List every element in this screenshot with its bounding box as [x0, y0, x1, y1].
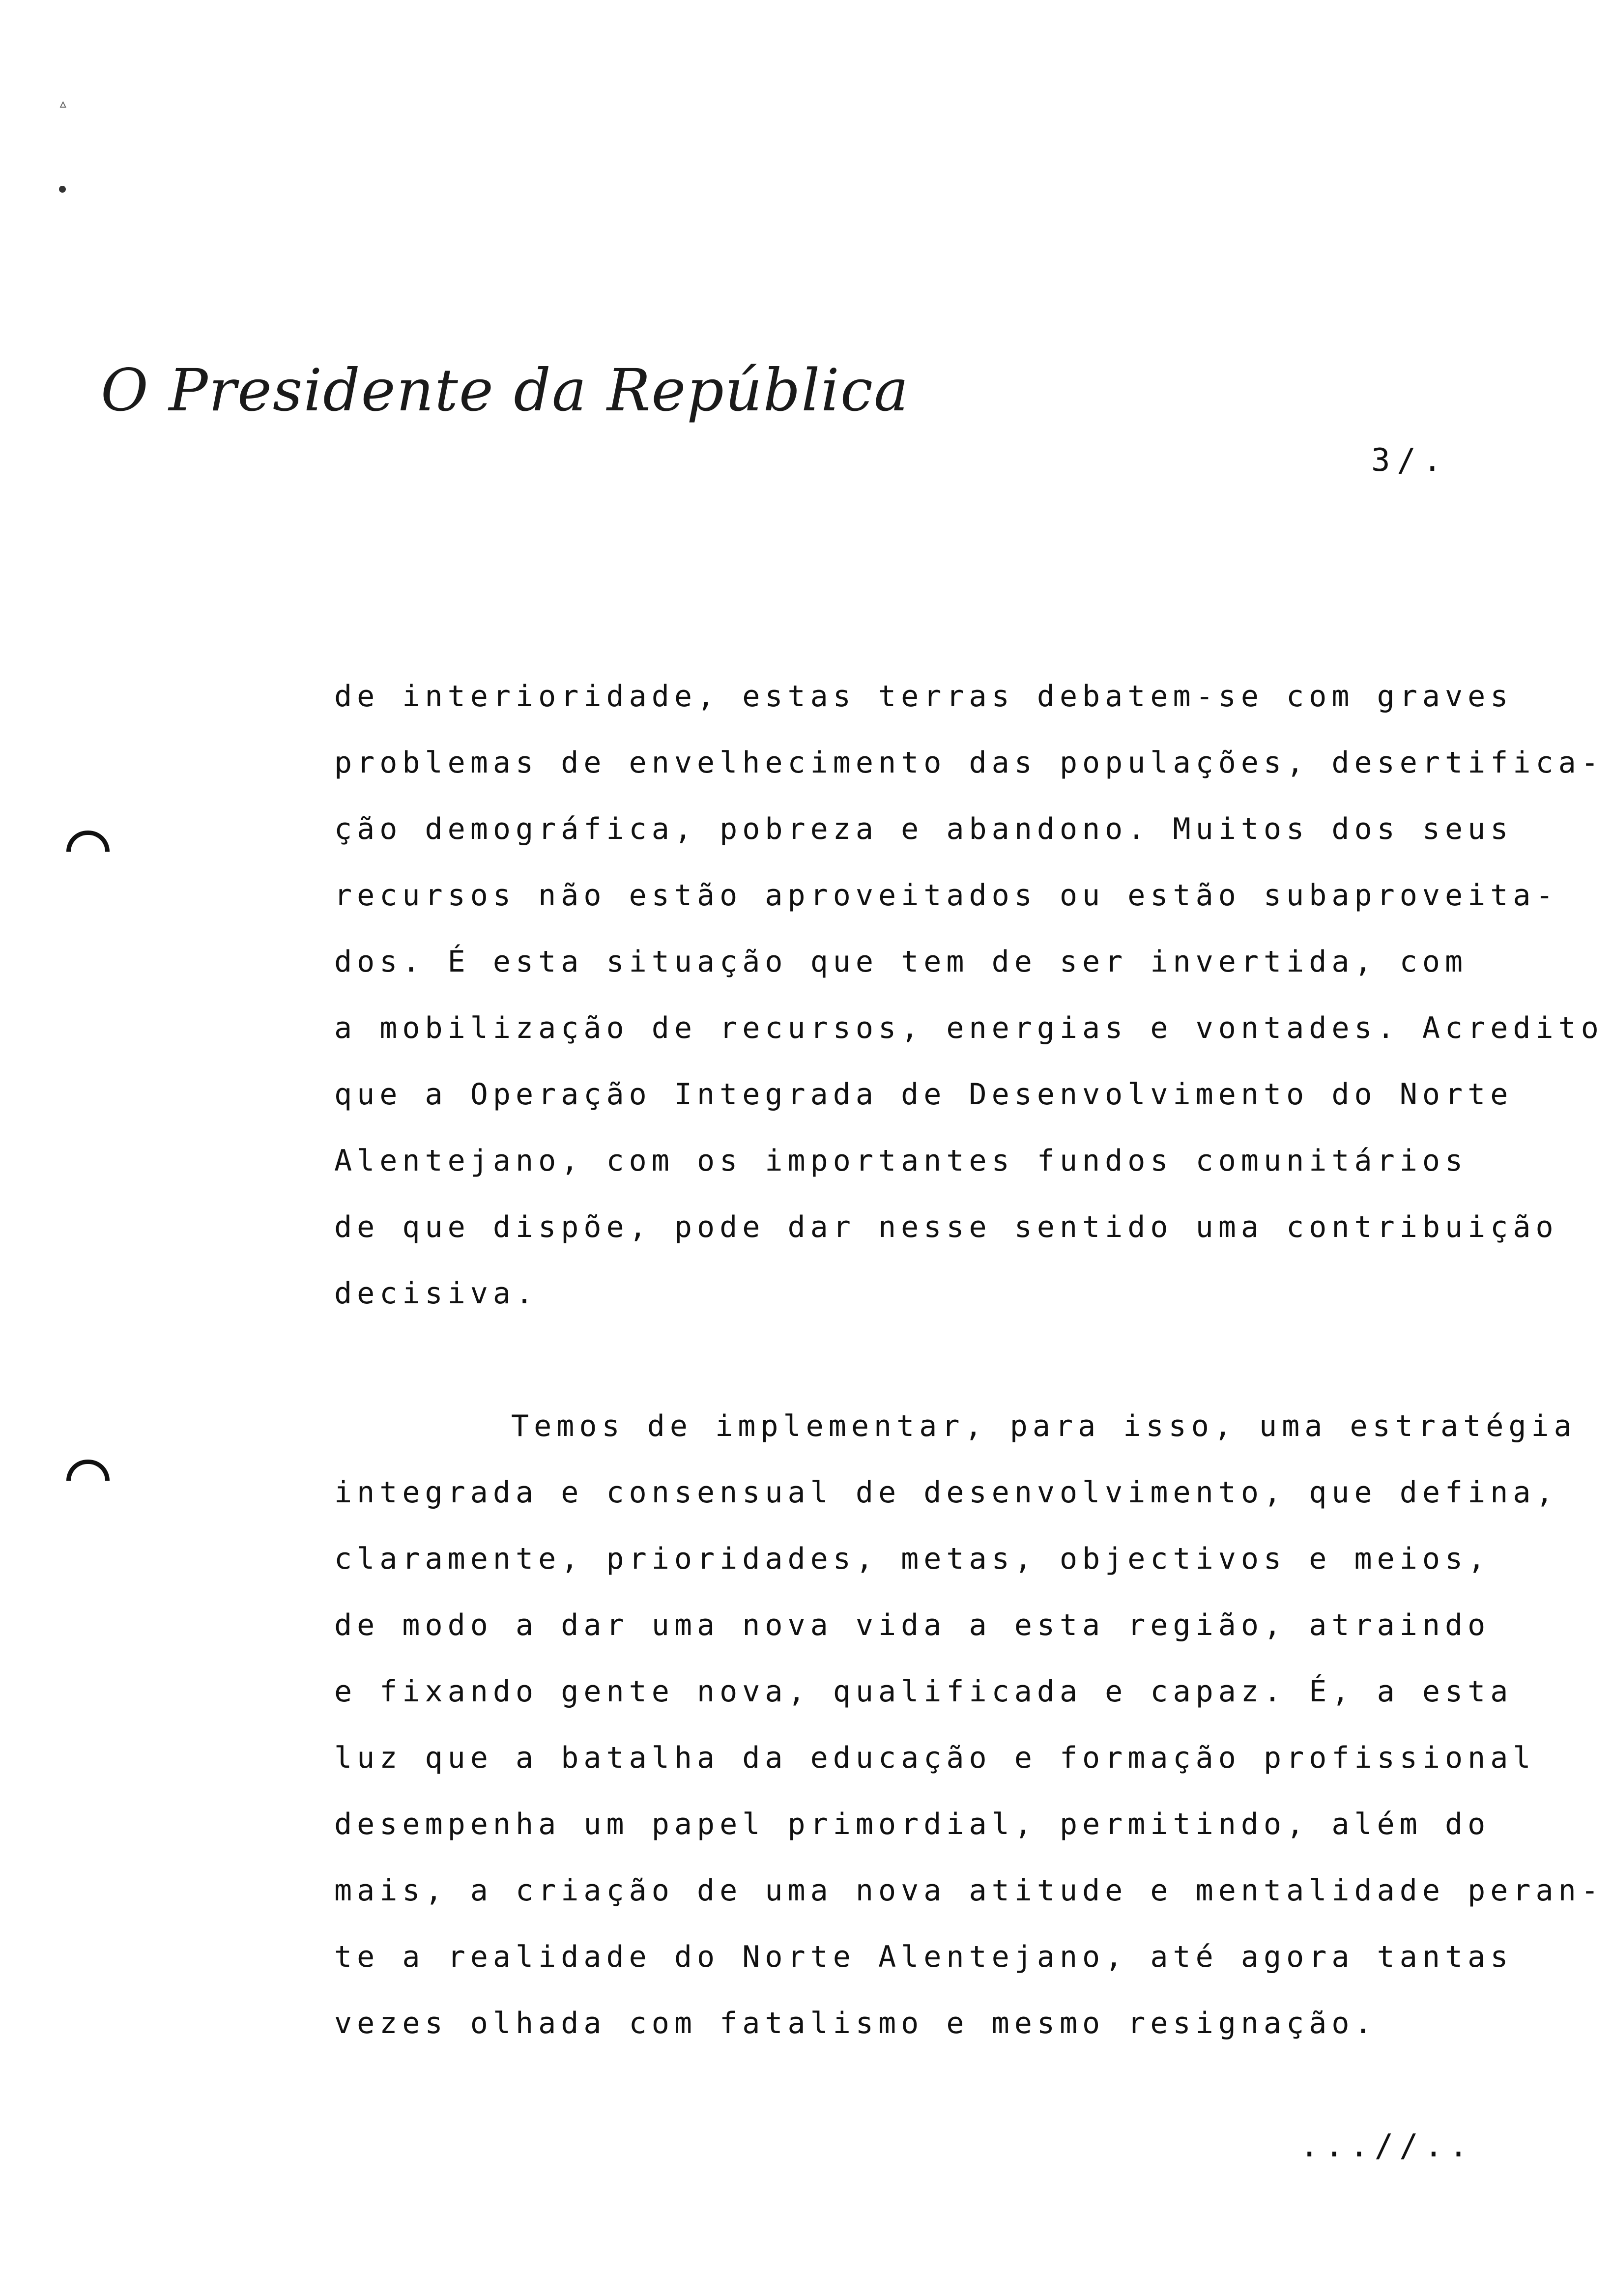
text-line: luz que a batalha da educação e formação profissional: [334, 1741, 1536, 1775]
text-line: a mobilização de recursos, energias e vontades. Acredito: [334, 1011, 1604, 1045]
letterhead: O Presidente da República: [101, 356, 910, 424]
text-line: que a Operação Integrada de Desenvolvimento do Norte: [334, 1077, 1513, 1112]
text-line: problemas de envelhecimento das populações, desertifica-: [334, 746, 1604, 780]
text-line: desempenha um papel primordial, permitindo, além do: [334, 1807, 1491, 1841]
text-line: Alentejano, com os importantes fundos comunitários: [334, 1144, 1468, 1178]
text-line: te a realidade do Norte Alentejano, até agora tantas: [334, 1940, 1513, 1974]
margin-dot-icon: [59, 186, 66, 193]
binder-hole-mark-icon: [66, 1460, 110, 1481]
binder-hole-mark-icon: [66, 831, 110, 852]
text-line: Temos de implementar, para isso, uma estratégia: [511, 1409, 1577, 1443]
text-line: de que dispõe, pode dar nesse sentido uma contribuição: [334, 1210, 1558, 1244]
text-line: e fixando gente nova, qualificada e capaz. É, a esta: [334, 1674, 1513, 1709]
text-line: recursos não estão aproveitados ou estão subaproveita-: [334, 878, 1558, 913]
text-line: integrada e consensual de desenvolvimento, que defina,: [334, 1475, 1558, 1510]
text-line: claramente, prioridades, metas, objectivos e meios,: [334, 1542, 1491, 1576]
text-line: vezes olhada com fatalismo e mesmo resignação.: [334, 2006, 1377, 2040]
paragraph-2: [334, 1393, 1604, 2057]
text-line: mais, a criação de uma nova atitude e mentalidade peran-: [334, 1873, 1604, 1908]
text-line: ção demográfica, pobreza e abandono. Muitos dos seus: [334, 812, 1513, 846]
continuation-mark: ...//..: [1300, 2128, 1474, 2164]
text-line: de interioridade, estas terras debatem-se com graves: [334, 679, 1513, 714]
text-line: de modo a dar uma nova vida a esta região, atraindo: [334, 1608, 1491, 1642]
paragraph-1: [334, 663, 1604, 1327]
text-line: dos. É esta situação que tem de ser invertida, com: [334, 945, 1468, 979]
page-number: 3/.: [1371, 442, 1449, 479]
margin-mark-icon: ▵: [58, 93, 68, 113]
text-line: decisiva.: [334, 1276, 539, 1311]
